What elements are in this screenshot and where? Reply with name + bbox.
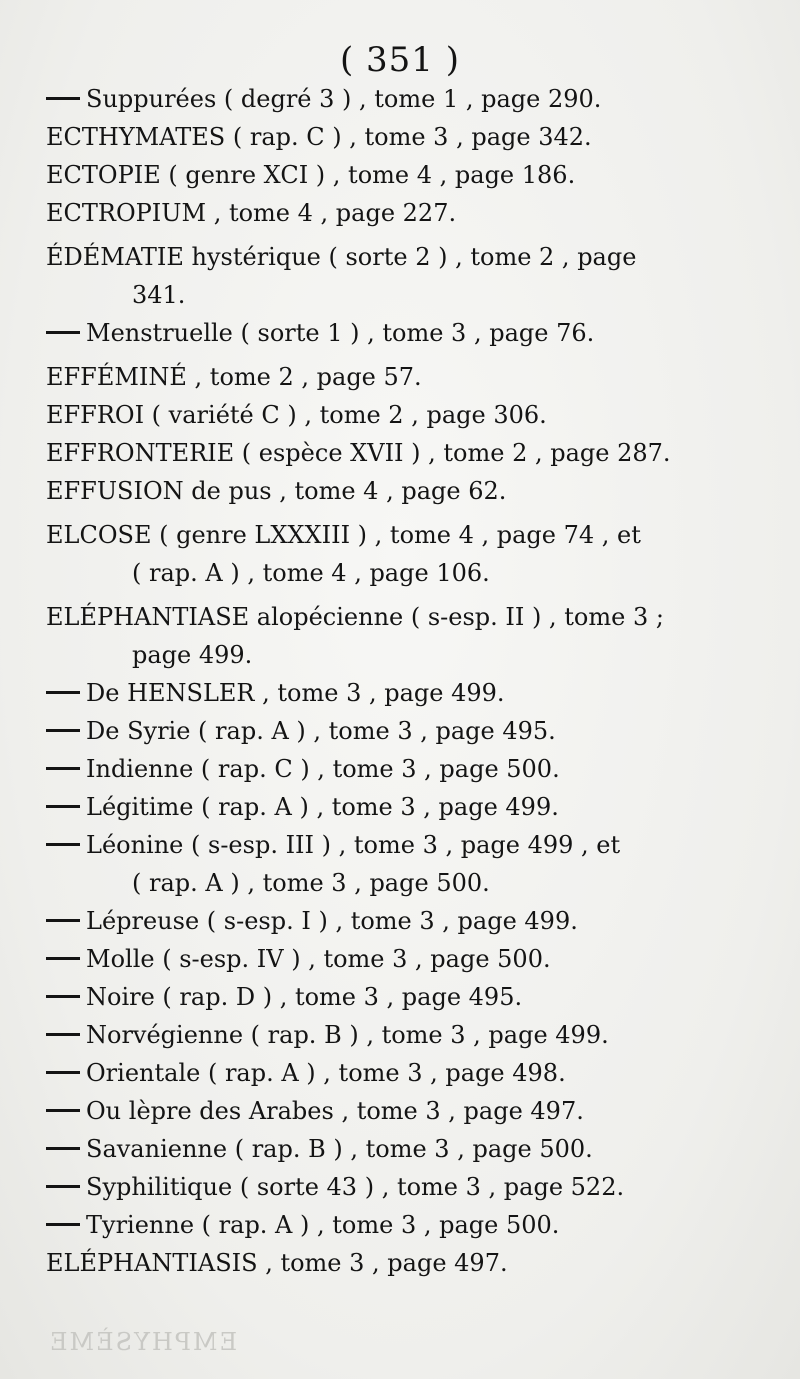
entry-text: Noire ( rap. D ) , tome 3 , page 495.: [86, 983, 523, 1011]
entry-text: Menstruelle ( sorte 1 ) , tome 3 , page 76.: [86, 319, 595, 347]
index-subentry: [46, 1206, 746, 1244]
entry-text: Indienne ( rap. C ) , tome 3 , page 500.: [86, 755, 560, 783]
index-entry: [46, 156, 746, 194]
index-continuation: [46, 276, 746, 314]
index-entry: [46, 238, 746, 276]
dash-mark: [46, 919, 80, 922]
dash-mark: [46, 1033, 80, 1036]
dash-mark: [46, 1147, 80, 1150]
entry-text: ELCOSE ( genre LXXXIII ) , tome 4 , page 74 , et: [46, 521, 641, 549]
entry-text: Ou lèpre des Arabes , tome 3 , page 497.: [86, 1097, 584, 1125]
dash-mark: [46, 331, 80, 334]
entry-text: page 499.: [132, 641, 253, 669]
index-continuation: [46, 636, 746, 674]
index-entry: [46, 396, 746, 434]
dash-mark: [46, 1185, 80, 1188]
dash-mark: [46, 843, 80, 846]
entry-text: Légitime ( rap. A ) , tome 3 , page 499.: [86, 793, 559, 821]
index-subentry: [46, 826, 746, 864]
index-subentry: [46, 788, 746, 826]
dash-mark: [46, 767, 80, 770]
entry-text: De Syrie ( rap. A ) , tome 3 , page 495.: [86, 717, 556, 745]
entry-text: ECTHYMATES ( rap. C ) , tome 3 , page 342.: [46, 123, 592, 151]
entry-text: ECTOPIE ( genre XCI ) , tome 4 , page 186.: [46, 161, 576, 189]
entry-text: ELÉPHANTIASIS , tome 3 , page 497.: [46, 1249, 508, 1277]
index-entry: [46, 118, 746, 156]
index-entry: [46, 516, 746, 554]
index-entry: [46, 194, 746, 232]
dash-mark: [46, 1109, 80, 1112]
entry-text: De HENSLER , tome 3 , page 499.: [86, 679, 505, 707]
dash-mark: [46, 1071, 80, 1074]
index-subentry: [46, 1092, 746, 1130]
entry-text: Norvégienne ( rap. B ) , tome 3 , page 499.: [86, 1021, 609, 1049]
index-subentry: [46, 80, 746, 118]
index-entries: [46, 80, 746, 1282]
entry-text: EFFROI ( variété C ) , tome 2 , page 306.: [46, 401, 547, 429]
entry-text: Tyrienne ( rap. A ) , tome 3 , page 500.: [86, 1211, 560, 1239]
entry-text: Syphilitique ( sorte 43 ) , tome 3 , page 522.: [86, 1173, 625, 1201]
entry-text: Suppurées ( degré 3 ) , tome 1 , page 290.: [86, 85, 602, 113]
bleed-through-text: EMPHYSÈME: [48, 1328, 238, 1356]
index-subentry: [46, 1130, 746, 1168]
index-entry: [46, 472, 746, 510]
index-entry: [46, 1244, 746, 1282]
entry-text: Orientale ( rap. A ) , tome 3 , page 498.: [86, 1059, 566, 1087]
dash-mark: [46, 805, 80, 808]
dash-mark: [46, 691, 80, 694]
dash-mark: [46, 995, 80, 998]
page-number: ( 351 ): [339, 40, 461, 80]
entry-text: Lépreuse ( s-esp. I ) , tome 3 , page 499.: [86, 907, 578, 935]
entry-text: ELÉPHANTIASE alopécienne ( s-esp. II ) , tome 3 ;: [46, 603, 664, 631]
entry-text: Léonine ( s-esp. III ) , tome 3 , page 499 , et: [86, 831, 621, 859]
index-subentry: [46, 940, 746, 978]
entry-text: Molle ( s-esp. IV ) , tome 3 , page 500.: [86, 945, 551, 973]
index-subentry: [46, 978, 746, 1016]
dash-mark: [46, 97, 80, 100]
dash-mark: [46, 957, 80, 960]
index-subentry: [46, 902, 746, 940]
index-continuation: [46, 554, 746, 592]
entry-text: ( rap. A ) , tome 3 , page 500.: [132, 869, 490, 897]
index-subentry: [46, 1168, 746, 1206]
index-entry: [46, 598, 746, 636]
entry-text: ECTROPIUM , tome 4 , page 227.: [46, 199, 457, 227]
index-subentry: [46, 314, 746, 352]
index-subentry: [46, 712, 746, 750]
entry-text: 341.: [132, 281, 186, 309]
entry-text: EFFUSION de pus , tome 4 , page 62.: [46, 477, 507, 505]
entry-text: EFFÉMINÉ , tome 2 , page 57.: [46, 363, 422, 391]
index-subentry: [46, 1016, 746, 1054]
dash-mark: [46, 729, 80, 732]
entry-text: EFFRONTERIE ( espèce XVII ) , tome 2 , page 287.: [46, 439, 671, 467]
index-entry: [46, 434, 746, 472]
entry-text: ÉDÉMATIE hystérique ( sorte 2 ) , tome 2 , page: [46, 243, 637, 271]
entry-text: ( rap. A ) , tome 4 , page 106.: [132, 559, 490, 587]
index-subentry: [46, 1054, 746, 1092]
index-subentry: [46, 750, 746, 788]
index-subentry: [46, 674, 746, 712]
index-entry: [46, 358, 746, 396]
entry-text: Savanienne ( rap. B ) , tome 3 , page 500.: [86, 1135, 593, 1163]
dash-mark: [46, 1223, 80, 1226]
index-continuation: [46, 864, 746, 902]
